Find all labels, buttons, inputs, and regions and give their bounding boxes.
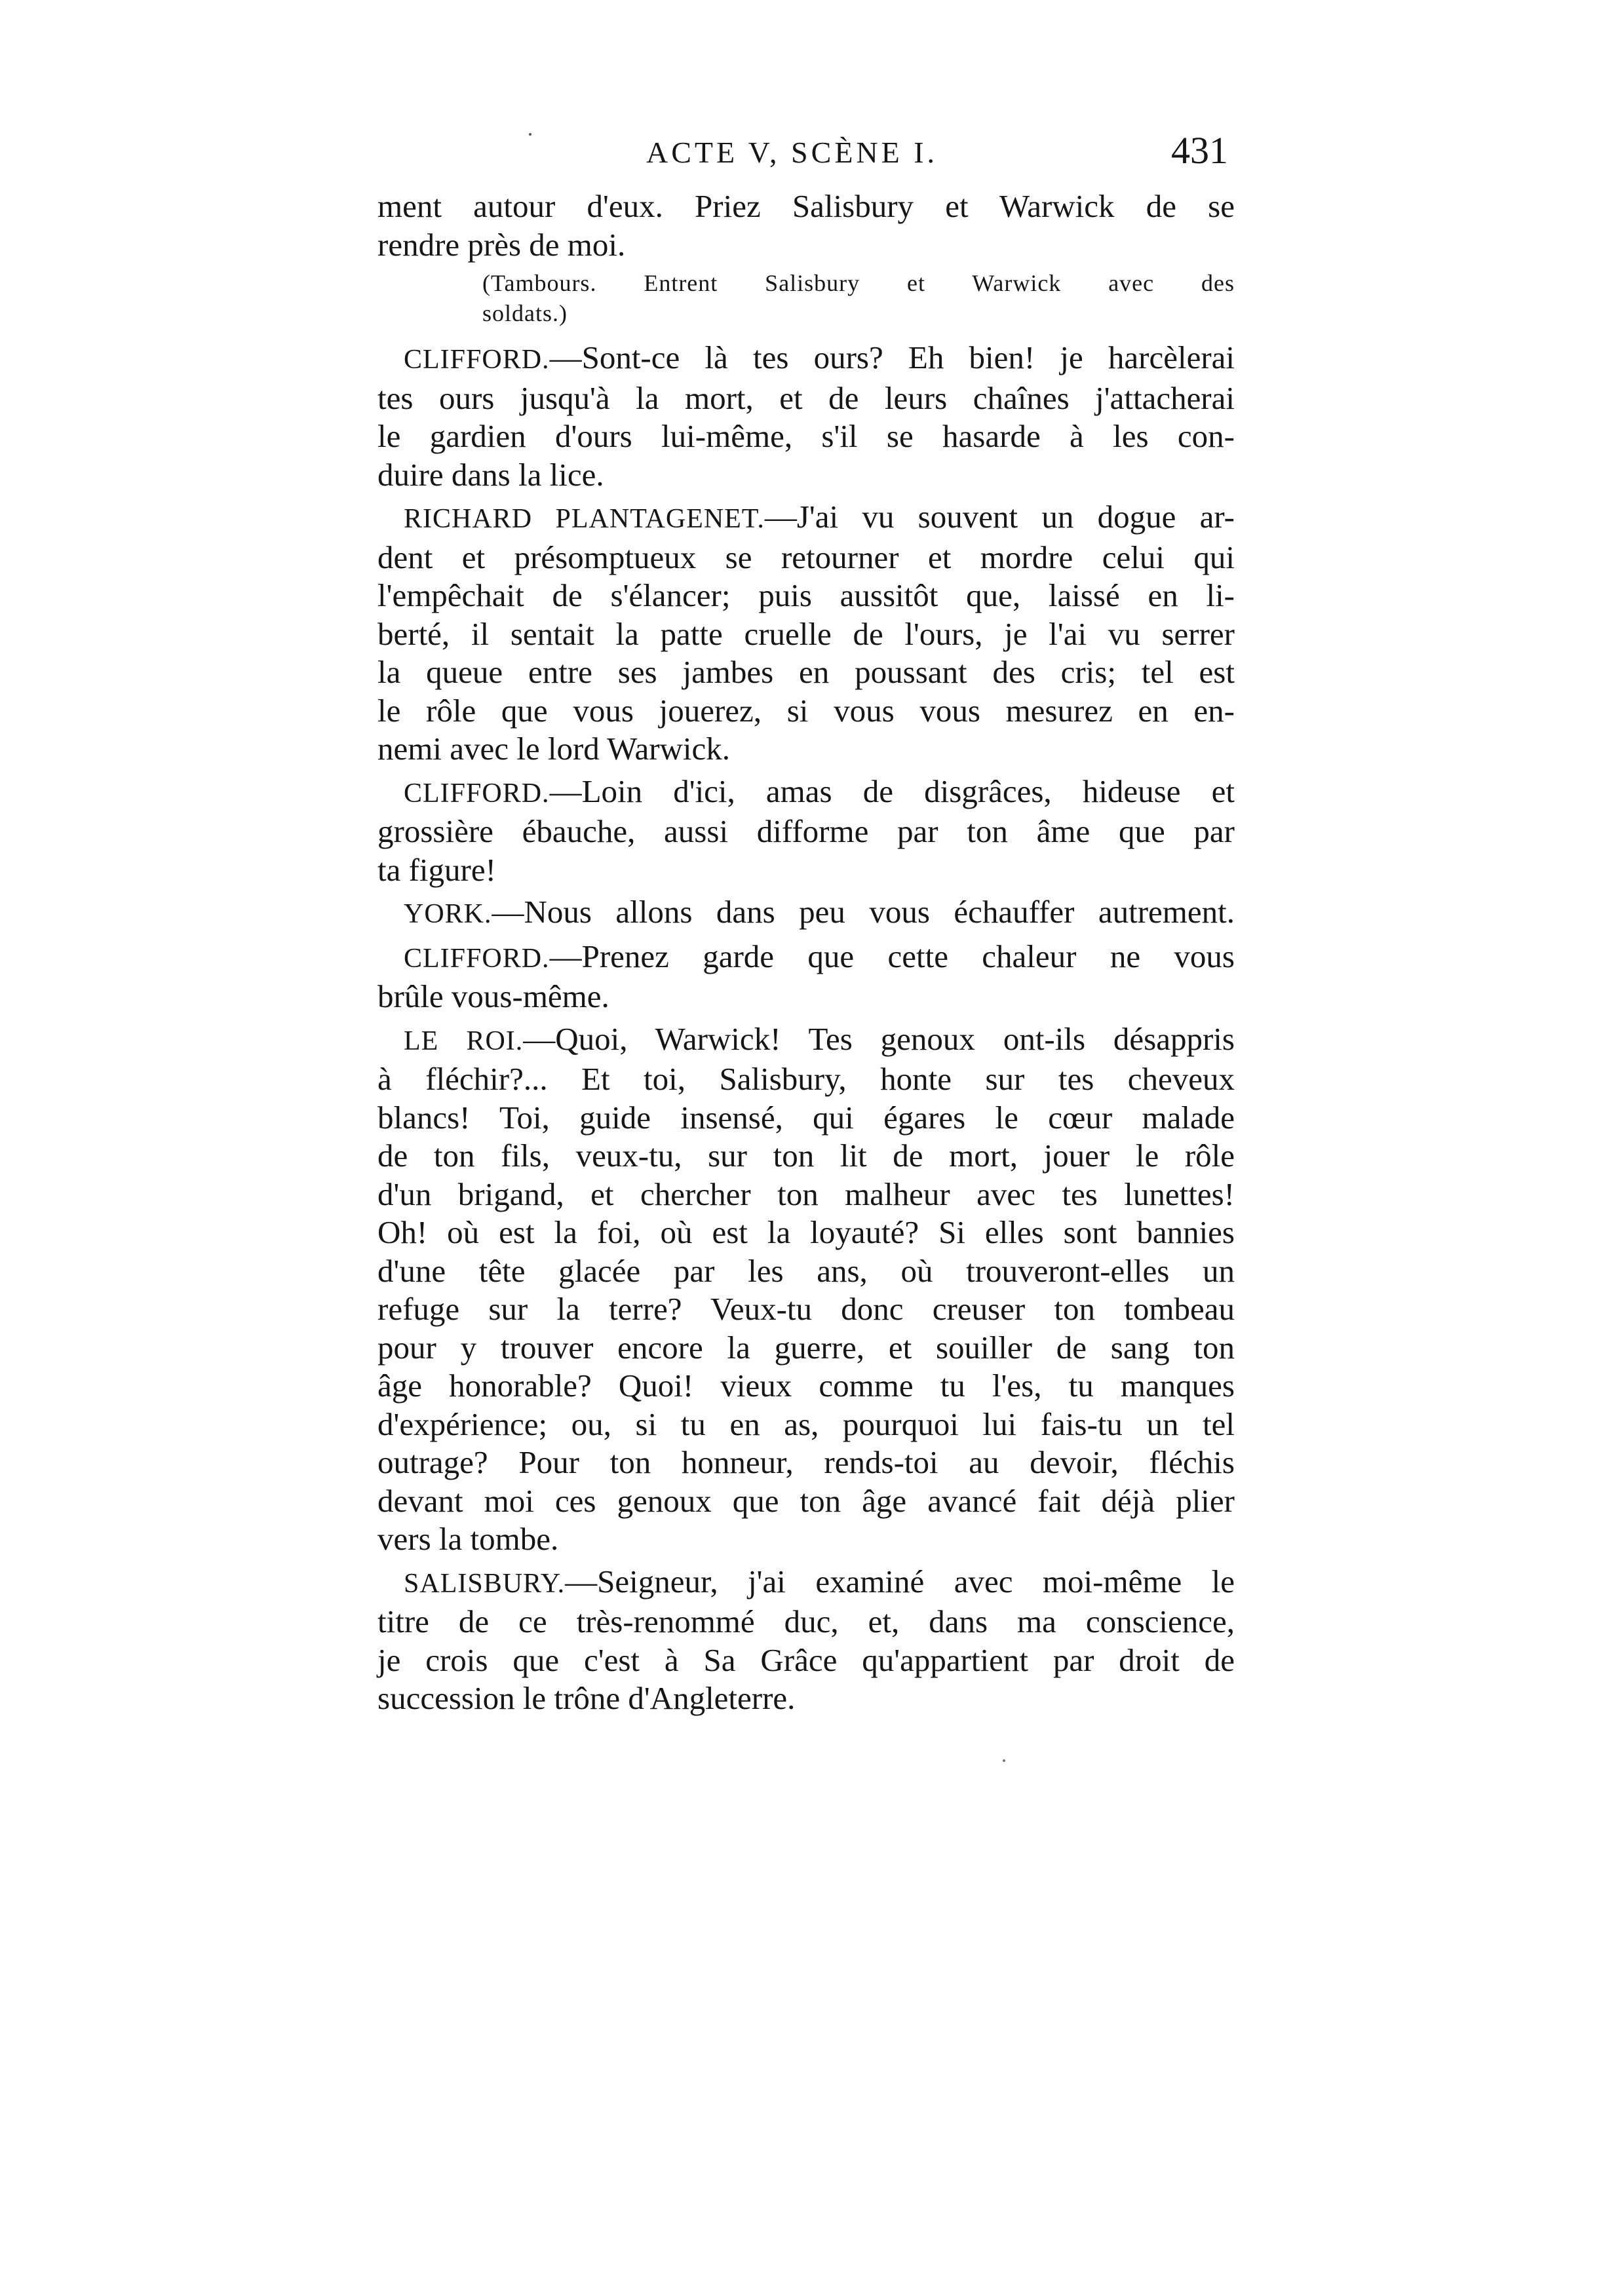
text-line: succession le trône d'Angleterre. <box>377 1680 796 1716</box>
speech-text: —Nous allons dans peu vous échauffer autrement. <box>492 894 1235 930</box>
speaker-name: CLIFFORD. <box>404 778 550 809</box>
opening-paragraph <box>377 187 1235 264</box>
speech-first-line <box>377 893 1235 934</box>
speech-salisbury <box>377 1563 1235 1718</box>
speaker-name: CLIFFORD. <box>404 943 550 974</box>
speech-clifford-2 <box>377 773 1235 890</box>
text-line: ment autour d'eux. Priez Salisbury et Warwick de se <box>377 188 1235 224</box>
text-line: vers la tombe. <box>377 1521 559 1557</box>
text-line: duire dans la lice. <box>377 456 604 493</box>
text-line: ta figure! <box>377 851 496 888</box>
text-line: pour y trouver encore la guerre, et souiller de sang ton <box>377 1329 1235 1366</box>
text-line: outrage? Pour ton honneur, rends-toi au devoir, fléchis <box>377 1444 1235 1480</box>
page-number: 431 <box>1171 129 1228 172</box>
speech-text: —Loin d'ici, amas de disgrâces, hideuse et <box>549 773 1235 809</box>
speech-le-roi <box>377 1020 1235 1559</box>
text-line: dent et présomptueux se retourner et mordre celui qui <box>377 539 1235 575</box>
speaker-name: RICHARD PLANTAGENET. <box>404 504 765 534</box>
speech-first-line <box>377 339 1235 379</box>
page-body <box>377 187 1235 1722</box>
speech-clifford-3 <box>377 938 1235 1016</box>
text-line: rendre près de moi. <box>377 226 626 263</box>
speaker-name: SALISBURY. <box>404 1568 566 1599</box>
text-line: brûle vous-même. <box>377 978 609 1014</box>
text-line: tes ours jusqu'à la mort, et de leurs chaînes j'attacherai <box>377 379 1235 416</box>
text-line: le rôle que vous jouerez, si vous vous mesurez en en- <box>377 692 1235 729</box>
text-line: je crois que c'est à Sa Grâce qu'appartient par droit de <box>377 1641 1235 1678</box>
speech-first-line <box>377 1020 1235 1061</box>
speech-first-line <box>377 1563 1235 1603</box>
text-line: Oh! où est la foi, où est la loyauté? Si elles sont bannies <box>377 1214 1235 1250</box>
speaker-name: LE ROI. <box>404 1025 524 1056</box>
speech-richard-plantagenet <box>377 498 1235 769</box>
text-line: de ton fils, veux-tu, sur ton lit de mort, jouer le rôle <box>377 1138 1235 1174</box>
text-line: le gardien d'ours lui-même, s'il se hasarde à les con- <box>377 418 1235 454</box>
speech-first-line <box>377 938 1235 978</box>
text-line: d'un brigand, et chercher ton malheur avec tes lunettes! <box>377 1176 1235 1212</box>
running-head: ACTE V, SCÈNE I. <box>646 136 938 169</box>
text-line: titre de ce très-renommé duc, et, dans ma conscience, <box>377 1603 1235 1639</box>
stage-direction <box>377 268 1235 328</box>
text-line: âge honorable? Quoi! vieux comme tu l'es, tu manques <box>377 1368 1235 1404</box>
speech-york <box>377 893 1235 934</box>
text-line: d'une tête glacée par les ans, où trouveront-elles un <box>377 1252 1235 1289</box>
speech-first-line <box>377 773 1235 813</box>
text-line: blancs! Toi, guide insensé, qui égares le cœur malade <box>377 1099 1235 1136</box>
speech-text: —Prenez garde que cette chaleur ne vous <box>549 938 1235 974</box>
speech-text: —J'ai vu souvent un dogue ar- <box>764 499 1235 535</box>
text-line: refuge sur la terre? Veux-tu donc creuser ton tombeau <box>377 1291 1235 1327</box>
speech-text: —Sont-ce là tes ours? Eh bien! je harcèlerai <box>549 339 1235 375</box>
text-line: l'empêchait de s'élancer; puis aussitôt que, laissé en li- <box>377 577 1235 613</box>
text-line: berté, il sentait la patte cruelle de l'ours, je l'ai vu serrer <box>377 615 1235 652</box>
speech-text: —Quoi, Warwick! Tes genoux ont-ils désappris <box>523 1020 1235 1057</box>
page-header <box>377 128 1235 181</box>
text-line: nemi avec le lord Warwick. <box>377 731 731 767</box>
text-line: la queue entre ses jambes en poussant des cris; tel est <box>377 654 1235 690</box>
speech-first-line <box>377 498 1235 539</box>
stage-direction-line: (Tambours. Entrent Salisbury et Warwick avec des <box>482 270 1235 296</box>
text-line: grossière ébauche, aussi difforme par ton âme que par <box>377 813 1235 849</box>
text-line: devant moi ces genoux que ton âge avancé fait déjà plier <box>377 1482 1235 1519</box>
print-speck <box>1003 1759 1005 1762</box>
speech-text: —Seigneur, j'ai examiné avec moi-même le <box>565 1563 1235 1599</box>
stage-direction-line: soldats.) <box>482 300 568 326</box>
speech-clifford-1 <box>377 339 1235 494</box>
speaker-name: CLIFFORD. <box>404 345 550 375</box>
speaker-name: YORK. <box>404 899 492 929</box>
print-speck <box>529 133 531 136</box>
text-line: d'expérience; ou, si tu en as, pourquoi lui fais-tu un tel <box>377 1406 1235 1442</box>
text-line: à fléchir?... Et toi, Salisbury, honte sur tes cheveux <box>377 1061 1235 1097</box>
